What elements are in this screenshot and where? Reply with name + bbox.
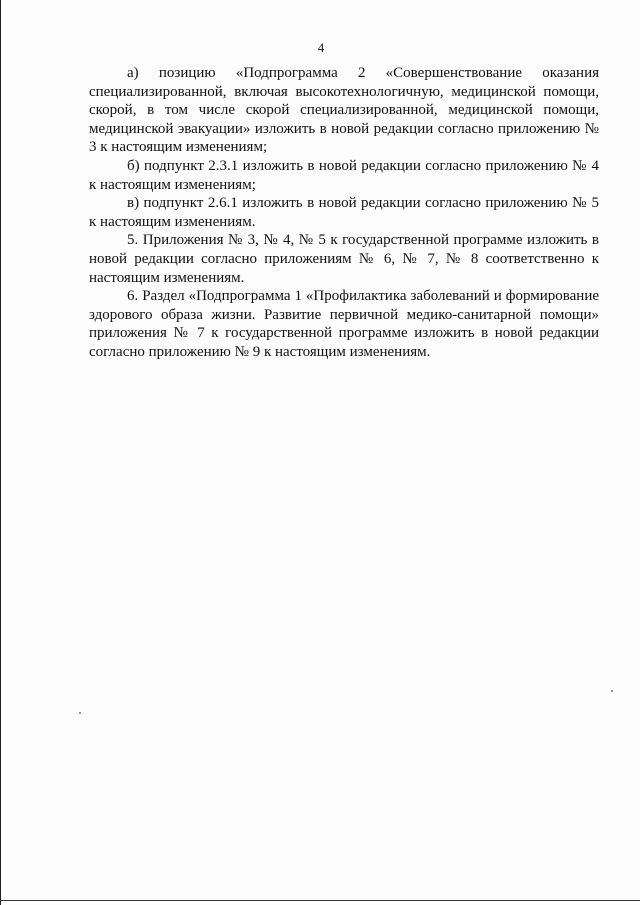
page-bottom-edge [1,900,640,901]
paragraph-item-a: а) позицию «Подпрограмма 2 «Совершенствование оказания специализированной, включая высокотехнологичную, медицинской помощи, скорой, в том числе скорой специализированной, медицинской помощи, медицинской эвакуации» изложить в новой редакции согласно приложению № 3 к настоящим изменениям; [89,65,599,156]
page-number: 4 [317,40,325,55]
paragraph-5: 5. Приложения № 3, № 4, № 5 к государственной программе изложить в новой редакции согласно приложениям № 6, № 7, № 8 соответственно к настоящим изменениям. [89,232,599,286]
paragraph-item-b: б) подпункт 2.3.1 изложить в новой редакции согласно приложению № 4 к настоящим изменениям; [89,157,599,193]
paragraph-6: 6. Раздел «Подпрограмма 1 «Профилактика заболеваний и формирование здорового образа жизни. Развитие первичной медико-санитарной помощи» приложения № 7 к государственной программе изложить в новой редакции согласно приложению № 9 к настоящим изменениям. [89,288,599,360]
paragraph-item-v: в) подпункт 2.6.1 изложить в новой редакции согласно приложению № 5 к настоящим изменениям. [89,195,599,230]
scan-speck [79,712,81,714]
document-body [89,64,599,362]
scan-speck [611,690,613,692]
